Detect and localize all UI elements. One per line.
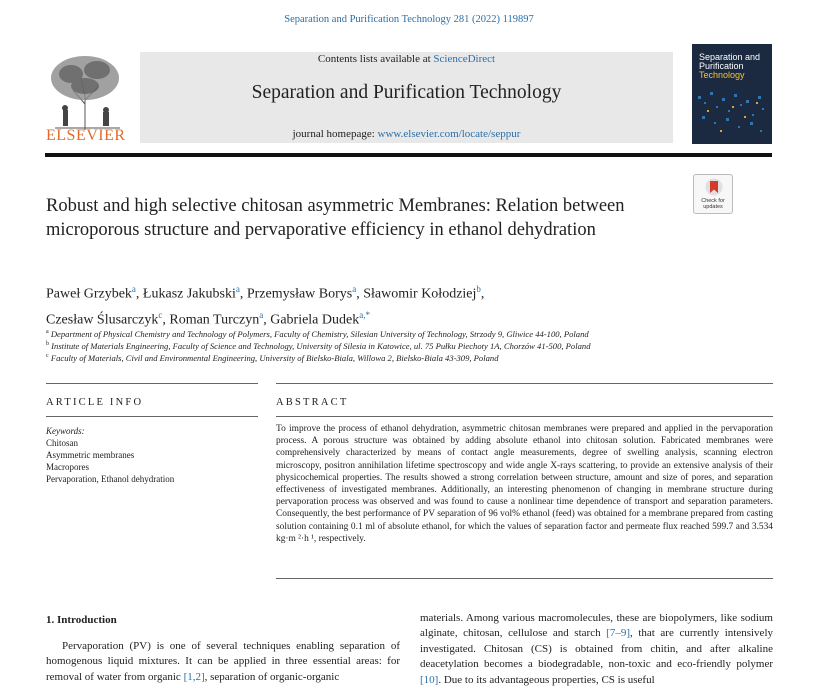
affiliation-mark: a: [46, 329, 49, 336]
intro-text: Pervaporation (PV) is one of several techniques enabling separation of homogenous liquid mixtures. It can be applied in three essential areas: for removal of water from organic: [46, 640, 400, 683]
journal-citation[interactable]: Separation and Purification Technology 281 (2022) 119897: [284, 14, 534, 25]
contents-line: [140, 53, 673, 65]
keyword-item[interactable]: Chitosan: [46, 438, 79, 448]
keywords-label: Keywords:: [46, 426, 85, 436]
citation-link[interactable]: [7–9]: [606, 627, 630, 640]
header-divider: [45, 153, 772, 157]
author-affiliation-mark[interactable]: a: [131, 284, 136, 294]
citation-link[interactable]: [10]: [420, 673, 439, 686]
author-affiliation-mark[interactable]: b: [476, 284, 481, 294]
contents-prefix: Contents lists available at: [317, 53, 434, 65]
author-name[interactable]: Przemysław Borys: [246, 286, 353, 302]
author-affiliation-mark[interactable]: a: [235, 284, 240, 294]
article-info-rule: [46, 383, 258, 384]
affiliation-a: [46, 329, 589, 339]
author-name[interactable]: Paweł Grzybek: [46, 286, 132, 302]
homepage-line: [140, 128, 673, 140]
cover-title-line-1: Separation and: [699, 52, 761, 62]
elsevier-wordmark: ELSEVIER: [46, 127, 126, 144]
abstract-rule: [276, 383, 773, 384]
author-affiliation-mark[interactable]: a: [352, 284, 357, 294]
author-name[interactable]: Sławomir Kołodziej: [363, 286, 477, 302]
homepage-link[interactable]: www.elsevier.com/locate/seppur: [377, 128, 521, 140]
intro-left-paragraph: [46, 639, 400, 685]
cover-title: [699, 53, 768, 80]
cover-title-line-2: Purification: [699, 61, 744, 71]
affiliation-text: Institute of Materials Engineering, Faculty of Science and Technology, University of Silesia in Katowice, ul. 75 Pułku Piechoty 1A, Chorzów 41-500, Poland: [51, 341, 591, 351]
abstract-text: To improve the process of ethanol dehydration, asymmetric chitosan membranes were prepared and applied in the pervaporation process. A porous structure was obtained by adding absolute ethanol into chitosan solution. Fabricated membranes were comprehensively characterized by means of contact angle measurements, degree of swelling analysis, scanning electron microscopy, positron annihilation lifetime spectroscopy and wide angle X-rays scattering, to provide an extensive analysis of their physicochemical properties. The results showed a strong correlation between structure, amount and size of pores, and separation effectiveness of investigated membranes. Additionally, an interesting phenomenon of changing in membrane structure during pervaporation process was observed and was found to cause a nonlinear time dependence of transport and separation parameters. Consequently, the best performance of PV separation of 96 vol% ethanol (feed) was obtained for a membrane prepared from casting solution containing 0.1 ml of absolute ethanol, for which the values of separation factor and permeate flux reached 599.7 and 3.534 kg·m ²·h ¹, respectively.: [276, 424, 773, 544]
journal-cover-image[interactable]: [692, 44, 772, 144]
intro-right-paragraph: [420, 611, 773, 688]
sciencedirect-link[interactable]: ScienceDirect: [433, 53, 496, 65]
affiliation-mark: b: [46, 341, 49, 348]
elsevier-tree-logo: [45, 52, 130, 132]
intro-text: materials. Among various macromolecules, these are biopolymers, like sodium alginate, chitosan, cellulose and starch: [420, 612, 773, 640]
abstract-heading: ABSTRACT: [276, 397, 349, 408]
bookmark-icon: [705, 178, 723, 196]
homepage-prefix: journal homepage:: [292, 128, 378, 140]
check-for-updates-label: Check for updates: [701, 198, 725, 210]
citation-link[interactable]: [1,2]: [183, 670, 205, 683]
keyword-item[interactable]: Asymmetric membranes: [46, 450, 135, 460]
author-affiliation-mark[interactable]: c: [158, 309, 163, 320]
author-name[interactable]: Łukasz Jakubski: [142, 286, 236, 302]
affiliation-text: Faculty of Materials, Civil and Environmental Engineering, University of Bielsko-Biala, Willowa 2, Bielsko-Biala 43-309, Poland: [50, 353, 499, 363]
author-affiliation-mark[interactable]: a: [259, 309, 264, 320]
author-name[interactable]: Czesław Ślusarczyk: [46, 312, 159, 328]
author-name[interactable]: Gabriela Dudek: [270, 312, 360, 328]
article-info-heading: ARTICLE INFO: [46, 397, 144, 408]
cover-title-line-3: Technology: [699, 70, 745, 80]
author-affiliation-mark[interactable]: a,*: [359, 309, 370, 320]
author-name[interactable]: Roman Turczyn: [169, 312, 260, 328]
intro-text: , that are currently intensively investigated. Chitosan (CS) is obtained from chitin, and after alkaline deacetylation becomes a biodegradable, non-toxic and eco-friendly polymer: [420, 627, 773, 671]
intro-text: . Due to its advantageous properties, CS is useful: [438, 673, 655, 686]
affiliation-text: Department of Physical Chemistry and Technology of Polymers, Faculty of Chemistry, Silesian University of Technology, Strzody 9, Gliwice 44-100, Poland: [50, 329, 589, 339]
affiliation-mark: c: [46, 353, 49, 360]
keyword-item[interactable]: Pervaporation, Ethanol dehydration: [46, 474, 175, 484]
article-title: Robust and high selective chitosan asymmetric Membranes: Relation between microporous structure and pervaporative efficiency in ethanol dehydration: [46, 196, 625, 240]
introduction-heading: 1. Introduction: [46, 614, 117, 626]
abstract-bottom-rule: [276, 578, 773, 579]
abstract-top-rule: [276, 416, 773, 417]
intro-text: , separation of organic-organic: [204, 670, 340, 683]
affiliation-c: [46, 353, 499, 363]
journal-title: Separation and Purification Technology: [251, 82, 562, 103]
keywords-rule: [46, 416, 258, 417]
affiliation-b: [46, 341, 591, 351]
author-list: Paweł Grzybek$^a$, Łukasz Jakubski$^a$, Przemysław Borys$^a$, Sławomir Kołodziej$^b$, Czesław Ślusarczyk$^c$, Roman Turczyn$^a$, Gabriela Dudek$^{a,*}$: [46, 284, 485, 328]
keyword-item[interactable]: Macropores: [46, 462, 89, 472]
